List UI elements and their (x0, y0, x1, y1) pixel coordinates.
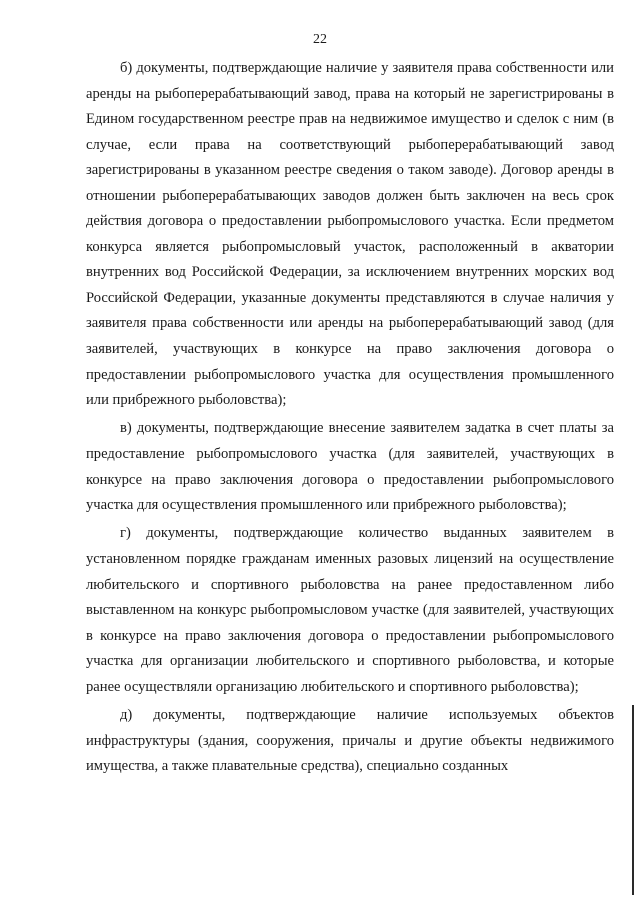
document-body (86, 56, 614, 780)
scan-edge-line (632, 705, 634, 895)
paragraph-g: г) документы, подтверждающие количество выданных заявителем в установленном порядке гражданам именных разовых лицензий на осуществление любительского и спортивного рыболовства на ранее предоставленном либо выставленном на конкурс рыбопромысловом участке (для заявителей, участвующих в конкурсе на право заключения договора о предоставлении рыбопромыслового участка для организации любительского и спортивного рыболовства, и которые ранее осуществляли организацию любительского и спортивного рыболовства); (86, 525, 614, 695)
paragraph-d: д) документы, подтверждающие наличие используемых объектов инфраструктуры (здания, сооружения, причалы и другие объекты недвижимого имущества, а также плавательные средства), специально созданных (86, 707, 614, 775)
paragraph-b: б) документы, подтверждающие наличие у заявителя права собственности или аренды на рыбоперерабатывающий завод, права на который не зарегистрированы в Едином государственном реестре прав на недвижимое имущество и сделок с ним (в случае, если права на соответствующий рыбоперерабатывающий завод зарегистрированы в указанном реестре сведения о таком заводе). Договор аренды в отношении рыбоперерабатывающих заводов должен быть заключен на весь срок действия договора о предоставлении рыбопромыслового участка. Если предметом конкурса является рыбопромысловый участок, расположенный в акватории внутренних вод Российской Федерации, за исключением внутренних морских вод Российской Федерации, указанные документы представляются в случае наличия у заявителя права собственности или аренды на рыбоперерабатывающий завод (для заявителей, участвующих в конкурсе на право заключения договора о предоставлении рыбопромыслового участка для осуществления промышленного или прибрежного рыболовства); (86, 60, 614, 409)
paragraph-v: в) документы, подтверждающие внесение заявителем задатка в счет платы за предоставление рыбопромыслового участка (для заявителей, участвующих в конкурсе на право заключения договора о предоставлении рыбопромыслового участка для осуществления промышленного или прибрежного рыболовства); (86, 420, 614, 514)
page-number: 22 (313, 32, 327, 47)
